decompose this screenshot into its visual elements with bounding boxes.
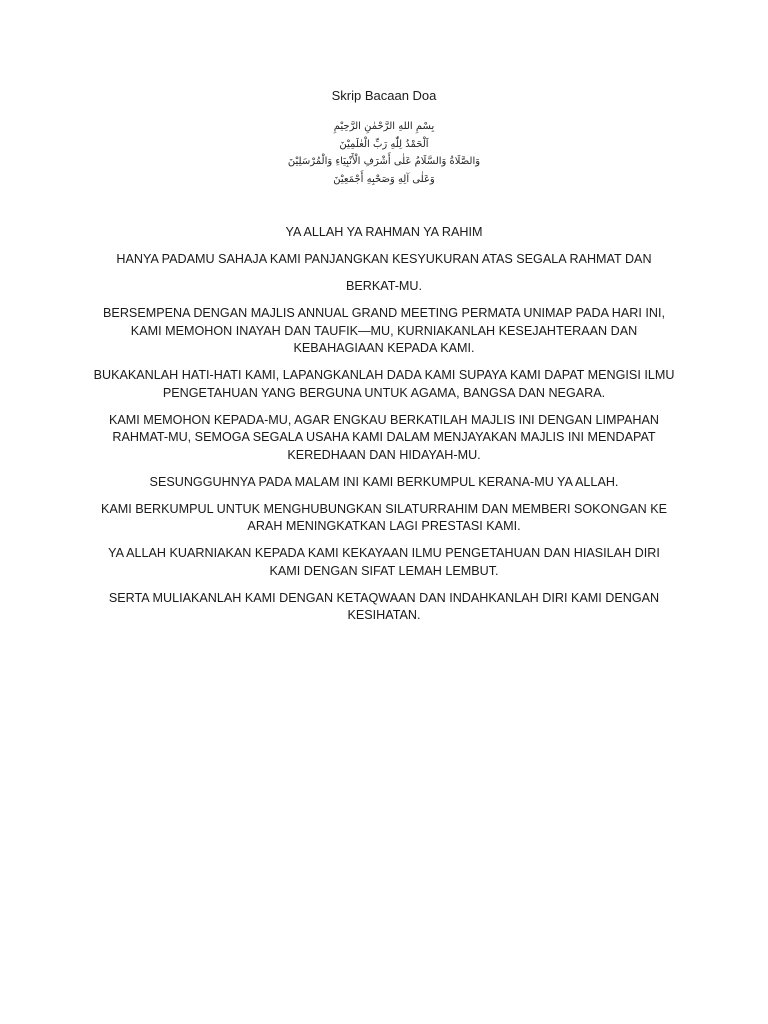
prayer-body <box>92 224 676 634</box>
paragraph-8: KAMI BERKUMPUL UNTUK MENGHUBUNGKAN SILATURRAHIM DAN MEMBERI SOKONGAN KE ARAH MENINGKATKAN LAGI PRESTASI KAMI. <box>100 501 668 533</box>
paragraph-3: BERKAT-MU. <box>345 279 423 293</box>
arabic-line-basmalah: بِسْمِ اللهِ الرَّحْمٰنِ الرَّحِيْمِ <box>333 121 435 132</box>
paragraph-7: SESUNGGUHNYA PADA MALAM INI KAMI BERKUMPUL KERANA-MU YA ALLAH. <box>149 474 619 489</box>
arabic-opening-block <box>0 118 768 188</box>
arabic-line-hamdalah: اَلْحَمْدُ لِلّٰهِ رَبِّ الْعٰلَمِيْنَ <box>339 138 429 150</box>
paragraph-4: BERSEMPENA DENGAN MAJLIS ANNUAL GRAND MEETING PERMATA UNIMAP PADA HARI INI, KAMI MEMOHON INAYAH DAN TAUFIK—MU, KURNIAKANLAH KESEJAHTERAAN DAN KEBAHAGIAAN KEPADA KAMI. <box>103 306 665 355</box>
arabic-line-salawat: وَالصَّلَاةُ وَالسَّلَامُ عَلٰى أَشْرَفِ الْأَنْبِيَاءِ وَالْمُرْسَلِيْنَ <box>287 156 481 167</box>
document-title: Skrip Bacaan Doa <box>331 88 437 103</box>
paragraph-9: YA ALLAH KUARNIAKAN KEPADA KAMI KEKAYAAN ILMU PENGETAHUAN DAN HIASILAH DIRI KAMI DENGAN SIFAT LEMAH LEMBUT. <box>108 546 660 578</box>
paragraph-5: BUKAKANLAH HATI-HATI KAMI, LAPANGKANLAH DADA KAMI SUPAYA KAMI DAPAT MENGISI ILMU PENGETAHUAN YANG BERGUNA UNTUK AGAMA, BANGSA DAN NEGARA. <box>93 368 675 400</box>
paragraph-1: YA ALLAH YA RAHMAN YA RAHIM <box>285 225 483 239</box>
paragraph-10: SERTA MULIAKANLAH KAMI DENGAN KETAQWAAN DAN INDAHKANLAH DIRI KAMI DENGAN KESIHATAN. <box>108 590 660 622</box>
arabic-line-closing: وَعَلٰى آلِهِ وَصَحْبِهِ أَجْمَعِيْنَ <box>333 173 435 185</box>
paragraph-6: KAMI MEMOHON KEPADA-MU, AGAR ENGKAU BERKATILAH MAJLIS INI DENGAN LIMPAHAN RAHMAT-MU, SEMOGA SEGALA USAHA KAMI DALAM MENJAYAKAN MAJLIS INI MENDAPAT KEREDHAAN DAN HIDAYAH-MU. <box>108 412 660 462</box>
paragraph-2: HANYA PADAMU SAHAJA KAMI PANJANGKAN KESYUKURAN ATAS SEGALA RAHMAT DAN <box>116 252 652 266</box>
